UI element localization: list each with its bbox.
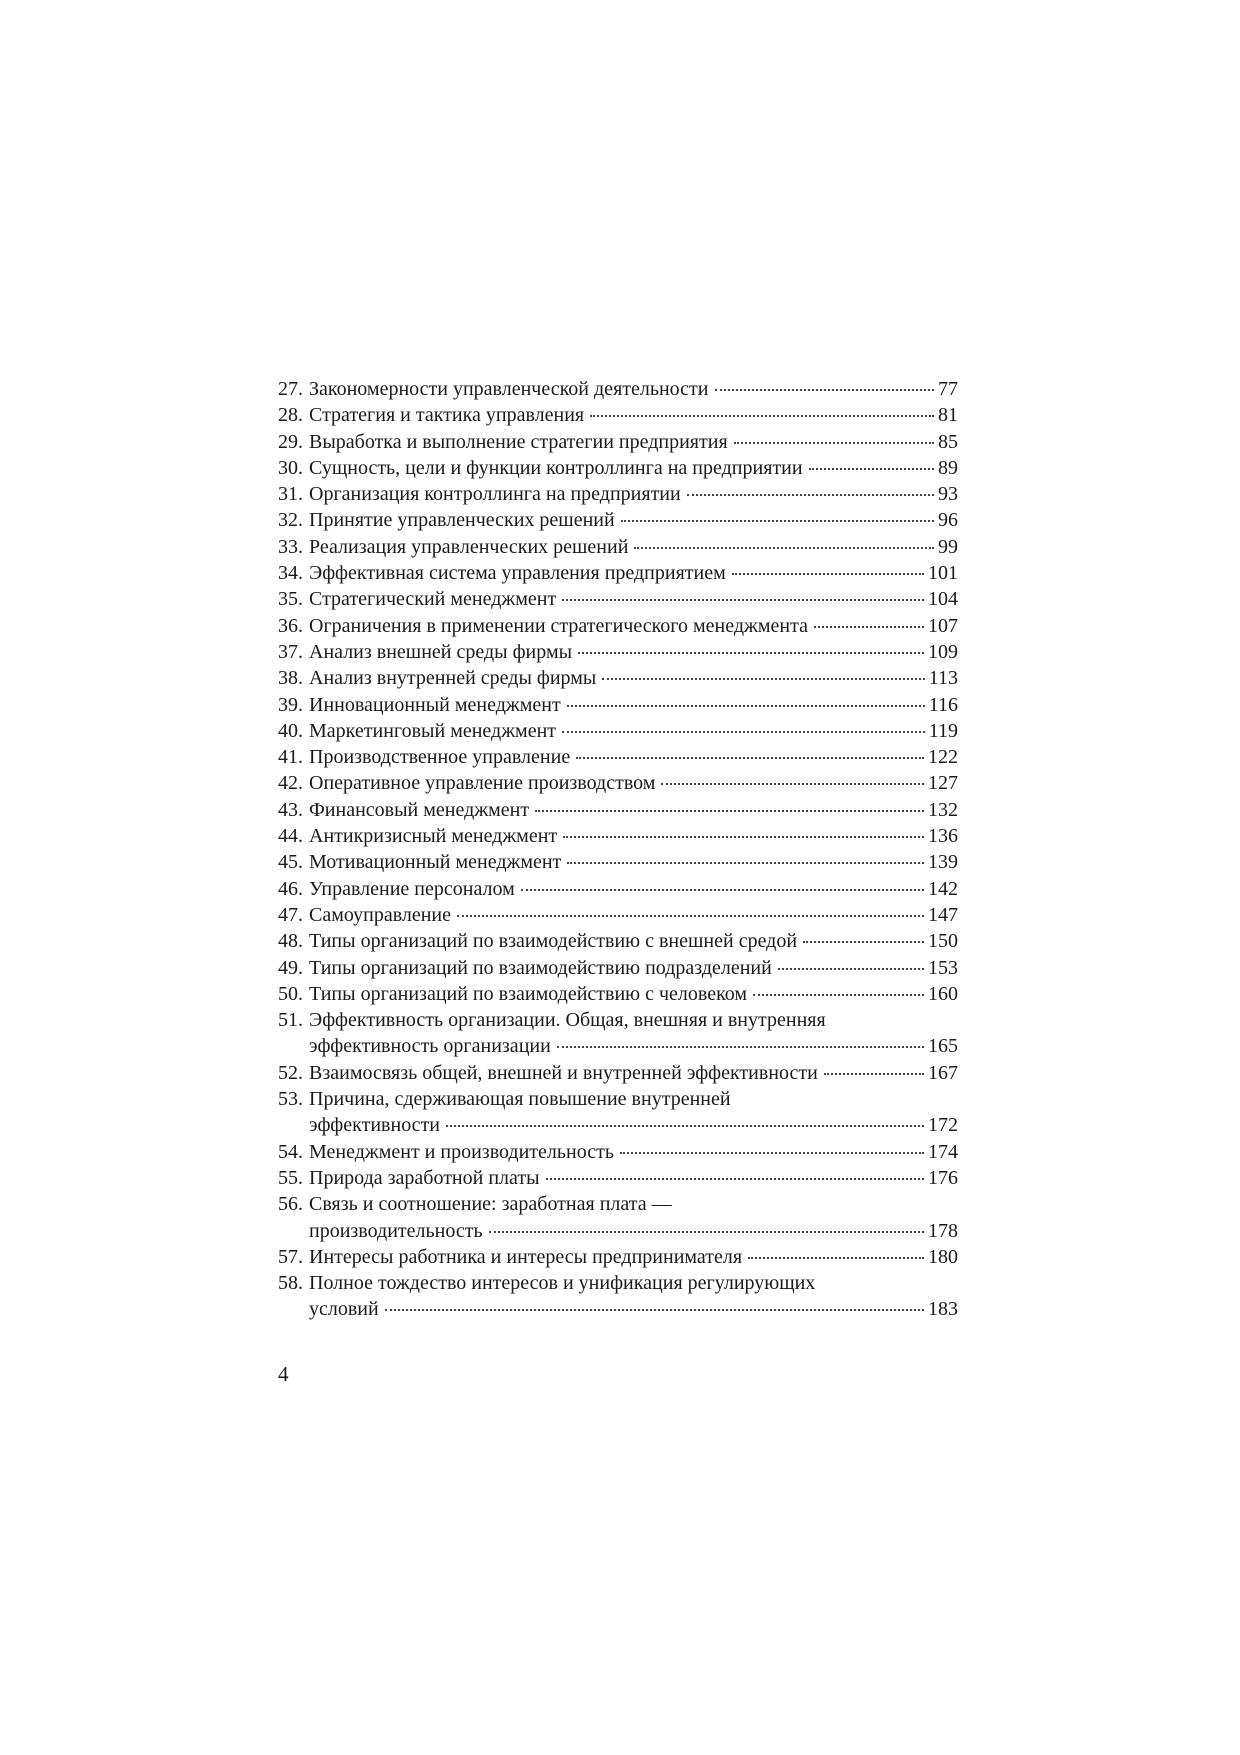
- toc-entry: [278, 1007, 958, 1060]
- toc-entry-title: Менеджмент и производительность: [309, 1140, 614, 1163]
- toc-entry-page: 176: [928, 1166, 958, 1189]
- toc-entry: [278, 455, 958, 481]
- toc-entry-page: 132: [928, 798, 958, 821]
- dot-leader: [562, 599, 924, 601]
- dot-leader: [521, 889, 924, 891]
- toc-entry: [278, 928, 958, 954]
- toc-entry: [278, 586, 958, 612]
- toc-entry-page: 89: [938, 456, 958, 479]
- toc-entry-title-line: Связь и соотношение: заработная плата —: [309, 1193, 672, 1216]
- toc-entry: [278, 402, 958, 428]
- dot-leader: [457, 915, 924, 917]
- toc-entry-title-line-final: [309, 955, 958, 981]
- toc-entry-title-line-final: [309, 1244, 958, 1270]
- toc-entry-page: 136: [928, 825, 958, 848]
- dot-leader: [576, 757, 924, 759]
- toc-entry-title: Анализ внутренней среды фирмы: [309, 667, 597, 690]
- dot-leader: [824, 1073, 924, 1075]
- toc-entry-number: 56.: [278, 1193, 303, 1216]
- toc-entry: [278, 429, 958, 455]
- toc-entry-number: 43.: [278, 798, 303, 821]
- toc-entry: [278, 1191, 958, 1244]
- toc-entry-number: 48.: [278, 930, 303, 953]
- toc-entry-title: Эффективная система управления предприятием: [309, 562, 726, 585]
- toc-entry-number: 28.: [278, 404, 303, 427]
- toc-entry: [278, 507, 958, 533]
- toc-entry-title: Природа заработной платы: [309, 1166, 540, 1189]
- toc-entry-page: 107: [928, 614, 958, 637]
- toc-entry-page: 183: [928, 1298, 958, 1321]
- table-of-contents: [278, 376, 958, 1323]
- toc-entry-title-line-final: [309, 1218, 958, 1244]
- toc-entry-title-line-final: [309, 560, 958, 586]
- toc-entry-body: [309, 586, 958, 612]
- toc-entry-title: Анализ внешней среды фирмы: [309, 640, 573, 663]
- toc-entry-page: 119: [928, 719, 958, 742]
- toc-entry-title-line-final: [309, 981, 958, 1007]
- dot-leader: [567, 862, 924, 864]
- toc-entry-number: 53.: [278, 1088, 303, 1111]
- toc-entry: [278, 1086, 958, 1139]
- toc-entry-body: [309, 455, 958, 481]
- toc-entry-number: 34.: [278, 562, 303, 585]
- toc-entry-body: [309, 744, 958, 770]
- toc-entry-title: производительность: [309, 1219, 483, 1242]
- toc-entry-number: 35.: [278, 588, 303, 611]
- toc-entry-title-line-final: [309, 586, 958, 612]
- toc-entry: [278, 665, 958, 691]
- toc-entry: [278, 1244, 958, 1270]
- toc-entry-title: Самоуправление: [309, 903, 452, 926]
- toc-entry-title: Типы организаций по взаимодействию с внешней средой: [309, 930, 798, 953]
- toc-entry-title-line-final: [309, 613, 958, 639]
- toc-entry-body: [309, 849, 958, 875]
- toc-entry-body: [309, 876, 958, 902]
- toc-entry-page: 167: [928, 1061, 958, 1084]
- dot-leader: [535, 810, 924, 812]
- toc-entry-title-line-final: [309, 639, 958, 665]
- toc-entry: [278, 770, 958, 796]
- dot-leader: [620, 1152, 924, 1154]
- toc-entry-body: [309, 376, 958, 402]
- toc-entry-body: [309, 1060, 958, 1086]
- toc-entry-title: Организация контроллинга на предприятии: [309, 483, 681, 506]
- toc-entry-number: 45.: [278, 851, 303, 874]
- dot-leader: [567, 705, 925, 707]
- toc-entry-body: [309, 955, 958, 981]
- dot-leader: [562, 731, 925, 733]
- toc-entry: [278, 744, 958, 770]
- toc-entry-body: [309, 1165, 958, 1191]
- toc-entry-page: 99: [938, 535, 958, 558]
- toc-entry-title: эффективности: [309, 1114, 441, 1137]
- toc-entry-title-line-final: [309, 1060, 958, 1086]
- toc-entry-number: 47.: [278, 903, 303, 926]
- toc-entry-title-line-final: [309, 928, 958, 954]
- toc-entry-body: [309, 639, 958, 665]
- toc-entry-page: 160: [928, 982, 958, 1005]
- toc-entry-title: Принятие управленческих решений: [309, 509, 615, 532]
- toc-entry-title: условий: [309, 1298, 379, 1321]
- toc-entry-title-line-final: [309, 1165, 958, 1191]
- toc-entry-title: Реализация управленческих решений: [309, 535, 629, 558]
- toc-entry-title-line-final: [309, 849, 958, 875]
- dot-leader: [734, 442, 934, 444]
- toc-entry-title: Сущность, цели и функции контроллинга на предприятии: [309, 456, 803, 479]
- toc-entry-title-line-final: [309, 797, 958, 823]
- dot-leader: [753, 994, 924, 996]
- toc-entry-number: 32.: [278, 509, 303, 532]
- page-number: 4: [278, 1362, 289, 1386]
- toc-entry-title-line-final: [309, 902, 958, 928]
- toc-entry-body: [309, 770, 958, 796]
- toc-entry-title-line-final: [309, 876, 958, 902]
- toc-entry-page: 165: [928, 1035, 958, 1058]
- toc-entry-body: [309, 665, 958, 691]
- dot-leader: [546, 1178, 924, 1180]
- toc-entry-number: 46.: [278, 877, 303, 900]
- toc-entry-title-line-final: [309, 429, 958, 455]
- toc-entry-page: 101: [928, 562, 958, 585]
- toc-entry: [278, 639, 958, 665]
- toc-entry-number: 29.: [278, 430, 303, 453]
- toc-entry-body: [309, 928, 958, 954]
- toc-entry: [278, 1165, 958, 1191]
- toc-entry: [278, 481, 958, 507]
- toc-entry-number: 30.: [278, 456, 303, 479]
- toc-entry-page: 122: [928, 746, 958, 769]
- toc-entry-number: 50.: [278, 982, 303, 1005]
- toc-entry-number: 57.: [278, 1245, 303, 1268]
- toc-entry-body: [309, 1270, 958, 1323]
- toc-entry-body: [309, 507, 958, 533]
- toc-entry-body: [309, 402, 958, 428]
- toc-entry-title-line-final: [309, 665, 958, 691]
- toc-entry-page: 116: [928, 693, 958, 716]
- dot-leader: [748, 1257, 924, 1259]
- toc-entry-number: 41.: [278, 746, 303, 769]
- toc-entry-number: 33.: [278, 535, 303, 558]
- toc-entry: [278, 823, 958, 849]
- toc-entry: [278, 955, 958, 981]
- toc-entry-body: [309, 613, 958, 639]
- toc-entry-page: 153: [928, 956, 958, 979]
- toc-entry: [278, 1139, 958, 1165]
- toc-entry: [278, 534, 958, 560]
- dot-leader: [778, 968, 924, 970]
- toc-entry-page: 180: [928, 1245, 958, 1268]
- toc-entry-page: 142: [928, 877, 958, 900]
- toc-entry-title-line-final: [309, 718, 958, 744]
- dot-leader: [557, 1046, 924, 1048]
- toc-entry-body: [309, 797, 958, 823]
- toc-entry-body: [309, 534, 958, 560]
- toc-entry-number: 54.: [278, 1140, 303, 1163]
- toc-entry-number: 37.: [278, 640, 303, 663]
- toc-entry: [278, 376, 958, 402]
- toc-entry-title-line-final: [309, 1139, 958, 1165]
- toc-entry-title-line: Причина, сдерживающая повышение внутренней: [309, 1088, 731, 1111]
- toc-entry: [278, 613, 958, 639]
- toc-entry-number: 38.: [278, 667, 303, 690]
- toc-entry-title-line-final: [309, 455, 958, 481]
- toc-entry-title: Стратегия и тактика управления: [309, 404, 585, 427]
- toc-entry-page: 113: [928, 667, 958, 690]
- toc-entry-title: Инновационный менеджмент: [309, 693, 561, 716]
- toc-entry-title: Типы организаций по взаимодействию с человеком: [309, 982, 748, 1005]
- toc-entry-title: Закономерности управленческой деятельности: [309, 378, 709, 400]
- toc-entry-page: 77: [938, 378, 958, 400]
- toc-entry: [278, 849, 958, 875]
- toc-entry-title: Маркетинговый менеджмент: [309, 719, 557, 742]
- toc-entry-body: [309, 1139, 958, 1165]
- toc-entry-title-line: Полное тождество интересов и унификация регулирующих: [309, 1272, 816, 1295]
- toc-entry-title: Производственное управление: [309, 746, 571, 769]
- toc-entry-title: Мотивационный менеджмент: [309, 851, 562, 874]
- toc-entry: [278, 560, 958, 586]
- toc-entry-page: 172: [928, 1114, 958, 1137]
- toc-entry-number: 31.: [278, 483, 303, 506]
- toc-entry-page: 178: [928, 1219, 958, 1242]
- toc-entry-title-line-final: [309, 1296, 958, 1322]
- toc-entry: [278, 692, 958, 718]
- toc-entry: [278, 981, 958, 1007]
- toc-entry-title-line-final: [309, 376, 958, 402]
- toc-entry-title: Интересы работника и интересы предпринимателя: [309, 1245, 743, 1268]
- toc-entry-page: 147: [928, 903, 958, 926]
- toc-entry-body: [309, 1086, 958, 1139]
- toc-entry-body: [309, 1191, 958, 1244]
- toc-entry-body: [309, 1007, 958, 1060]
- dot-leader: [602, 678, 924, 680]
- toc-entry-page: 139: [928, 851, 958, 874]
- toc-entry-number: 40.: [278, 719, 303, 742]
- dot-leader: [809, 468, 934, 470]
- toc-entry-number: 42.: [278, 772, 303, 795]
- toc-entry-page: 109: [928, 640, 958, 663]
- dot-leader: [661, 783, 924, 785]
- dot-leader: [590, 415, 934, 417]
- dot-leader: [732, 573, 924, 575]
- toc-entry: [278, 1270, 958, 1323]
- toc-entry-number: 52.: [278, 1061, 303, 1084]
- toc-entry-title-line: Эффективность организации. Общая, внешняя и внутренняя: [309, 1009, 826, 1032]
- toc-entry-body: [309, 560, 958, 586]
- toc-entry-title-line-final: [309, 823, 958, 849]
- toc-entry-page: 127: [928, 772, 958, 795]
- toc-entry-title: эффективность организации: [309, 1035, 551, 1058]
- dot-leader: [803, 941, 924, 943]
- toc-entry-page: 150: [928, 930, 958, 953]
- toc-entry: [278, 797, 958, 823]
- toc-entry-title: Антикризисный менеджмент: [309, 825, 558, 848]
- toc-entry-body: [309, 692, 958, 718]
- toc-entry-page: 93: [938, 483, 958, 506]
- toc-entry: [278, 718, 958, 744]
- toc-entry-title-line-final: [309, 1033, 958, 1059]
- toc-entry-number: 55.: [278, 1166, 303, 1189]
- dot-leader: [621, 520, 934, 522]
- toc-entry-body: [309, 981, 958, 1007]
- toc-entry-body: [309, 902, 958, 928]
- toc-entry-title-line-final: [309, 507, 958, 533]
- toc-entry-title: Выработка и выполнение стратегии предприятия: [309, 430, 728, 453]
- toc-entry-title: Финансовый менеджмент: [309, 798, 530, 821]
- toc-entry-page: 81: [938, 404, 958, 427]
- toc-entry-title-line-final: [309, 534, 958, 560]
- dot-leader: [563, 836, 924, 838]
- toc-entry-body: [309, 1244, 958, 1270]
- dot-leader: [687, 494, 934, 496]
- toc-entry-title-line-final: [309, 744, 958, 770]
- toc-entry-number: 36.: [278, 614, 303, 637]
- toc-entry: [278, 902, 958, 928]
- toc-entry: [278, 1060, 958, 1086]
- dot-leader: [814, 626, 924, 628]
- toc-entry-page: 104: [928, 588, 958, 611]
- toc-entry-title: Стратегический менеджмент: [309, 588, 557, 611]
- toc-entry-number: 44.: [278, 825, 303, 848]
- toc-entry-body: [309, 481, 958, 507]
- dot-leader: [385, 1309, 924, 1311]
- toc-entry-body: [309, 429, 958, 455]
- toc-entry-title: Управление персоналом: [309, 877, 515, 900]
- toc-entry-title-line-final: [309, 481, 958, 507]
- toc-entry-title-line-final: [309, 770, 958, 796]
- toc-entry-title-line-final: [309, 692, 958, 718]
- toc-entry: [278, 876, 958, 902]
- toc-entry-title: Типы организаций по взаимодействию подразделений: [309, 956, 772, 979]
- toc-entry-title: Взаимосвязь общей, внешней и внутренней эффективности: [309, 1061, 818, 1084]
- toc-entry-body: [309, 823, 958, 849]
- dot-leader: [446, 1125, 924, 1127]
- toc-entry-title: Оперативное управление производством: [309, 772, 656, 795]
- toc-entry-number: 27.: [278, 378, 303, 400]
- dot-leader: [578, 652, 924, 654]
- toc-entry-number: 39.: [278, 693, 303, 716]
- toc-entry-page: 85: [938, 430, 958, 453]
- dot-leader: [489, 1231, 924, 1233]
- dot-leader: [715, 389, 934, 391]
- toc-entry-title: Ограничения в применении стратегического менеджмента: [309, 614, 808, 637]
- toc-entry-page: 174: [928, 1140, 958, 1163]
- toc-entry-number: 58.: [278, 1272, 303, 1295]
- toc-entry-page: 96: [938, 509, 958, 532]
- toc-entry-body: [309, 718, 958, 744]
- dot-leader: [634, 547, 934, 549]
- toc-entry-title-line-final: [309, 1112, 958, 1138]
- toc-entry-number: 51.: [278, 1009, 303, 1032]
- toc-entry-title-line-final: [309, 402, 958, 428]
- toc-entry-number: 49.: [278, 956, 303, 979]
